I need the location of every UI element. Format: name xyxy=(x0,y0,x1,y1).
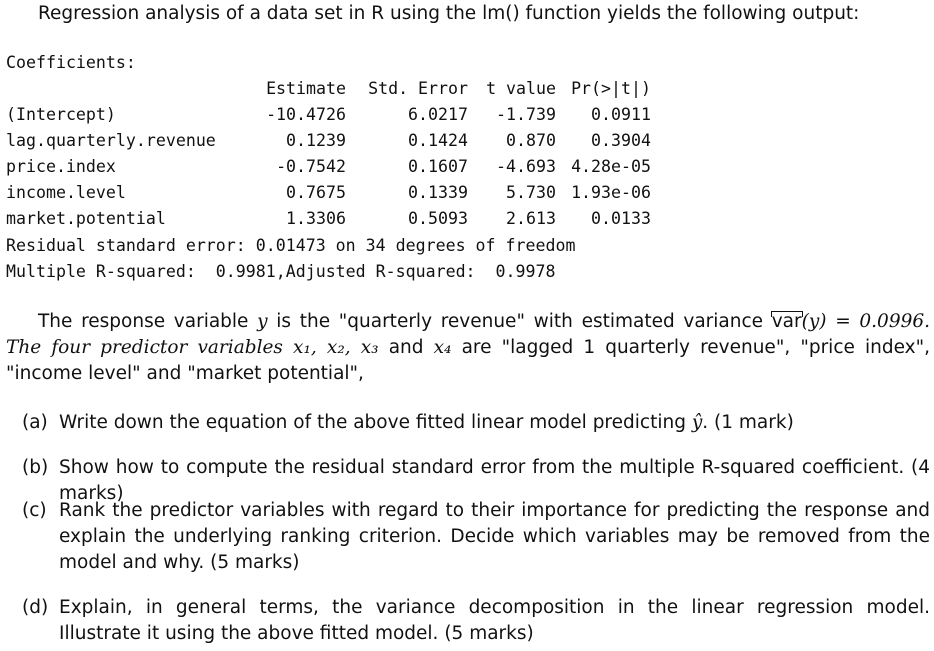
table-cell: 0.870 xyxy=(506,131,556,150)
question-text: Rank the predictor variables with regard to their importance for predicting the response and explain the underlying ranking criterion. Decide which variables may be removed from the model and why. (5 marks) xyxy=(59,500,930,573)
table-cell: price.index xyxy=(6,157,116,176)
coefficients-table xyxy=(6,76,651,232)
table-cell: 1.3306 xyxy=(286,209,346,228)
math-y-hat: ŷ xyxy=(691,412,703,433)
table-cell: -4.693 xyxy=(496,157,556,176)
column-header xyxy=(6,76,250,102)
question-d xyxy=(22,595,930,647)
question-text: Show how to compute the residual standard error from the multiple R-squared coefficient. (4 marks) xyxy=(59,457,930,504)
question-c xyxy=(22,498,930,576)
table-cell: market.potential xyxy=(6,209,166,228)
question-label: (b) xyxy=(22,457,49,478)
paragraph-text: The response variable xyxy=(38,311,258,332)
table-header-row xyxy=(6,76,651,102)
table-cell: -1.739 xyxy=(496,105,556,124)
table-cell: (Intercept) xyxy=(6,105,116,124)
column-header: t value xyxy=(486,79,556,98)
question-label: (c) xyxy=(22,500,47,521)
table-cell: 0.1607 xyxy=(408,157,468,176)
table-cell: 1.93e-06 xyxy=(571,183,651,202)
intro-text: Regression analysis of a data set in R using the lm() function yields the following output: xyxy=(38,3,860,24)
column-header: Pr(>|t|) xyxy=(571,79,651,98)
residual-standard-error-line: Residual standard error: 0.01473 on 34 degrees of freedom xyxy=(6,236,576,255)
column-header: Std. Error xyxy=(368,79,468,98)
r-squared-line: Multiple R-squared: 0.9981,Adjusted R-squared: 0.9978 xyxy=(6,262,556,281)
table-cell: 0.0133 xyxy=(591,209,651,228)
table-row xyxy=(6,206,651,232)
math-x4: x₄ xyxy=(433,337,452,358)
question-label: (a) xyxy=(22,412,48,433)
table-cell: lag.quarterly.revenue xyxy=(6,131,216,150)
math-variance-value: (y) = 0.0996. The four predictor variables xyxy=(6,311,931,358)
table-cell: 0.3904 xyxy=(591,131,651,150)
question-a xyxy=(22,410,930,436)
table-row xyxy=(6,180,651,206)
table-cell: -0.7542 xyxy=(276,157,346,176)
table-cell: income.level xyxy=(6,183,126,202)
table-cell: 2.613 xyxy=(506,209,556,228)
table-row xyxy=(6,102,651,128)
question-text: Explain, in general terms, the variance decomposition in the linear regression model. Illustrate it using the above fitted model. (5 marks) xyxy=(59,597,930,644)
table-cell: 0.7675 xyxy=(286,183,346,202)
table-cell: 0.5093 xyxy=(408,209,468,228)
coefficients-heading: Coefficients: xyxy=(6,53,136,72)
math-predictor-vars: x₁, x₂, x₃ xyxy=(293,337,379,358)
question-text: . (1 mark) xyxy=(702,412,794,433)
paragraph-text: and xyxy=(378,337,434,358)
description-paragraph xyxy=(6,309,930,387)
paragraph-text: are "lagged 1 quarterly revenue", "price index", "income level" and "market potential", xyxy=(6,337,930,384)
table-row xyxy=(6,128,651,154)
table-cell: 0.1424 xyxy=(408,131,468,150)
question-text: Write down the equation of the above fitted linear model predicting xyxy=(59,412,692,433)
table-cell: 4.28e-05 xyxy=(571,157,651,176)
math-var-hat: var xyxy=(772,309,802,335)
question-label: (d) xyxy=(22,597,49,618)
table-cell: 0.1239 xyxy=(286,131,346,150)
table-cell: -10.4726 xyxy=(266,105,346,124)
table-cell: 0.0911 xyxy=(591,105,651,124)
table-cell: 5.730 xyxy=(506,183,556,202)
paragraph-text: is the "quarterly revenue" with estimated variance xyxy=(267,311,772,332)
table-cell: 0.1339 xyxy=(408,183,468,202)
table-row xyxy=(6,154,651,180)
table-cell: 6.0217 xyxy=(408,105,468,124)
column-header: Estimate xyxy=(266,79,346,98)
math-y: y xyxy=(257,311,268,332)
